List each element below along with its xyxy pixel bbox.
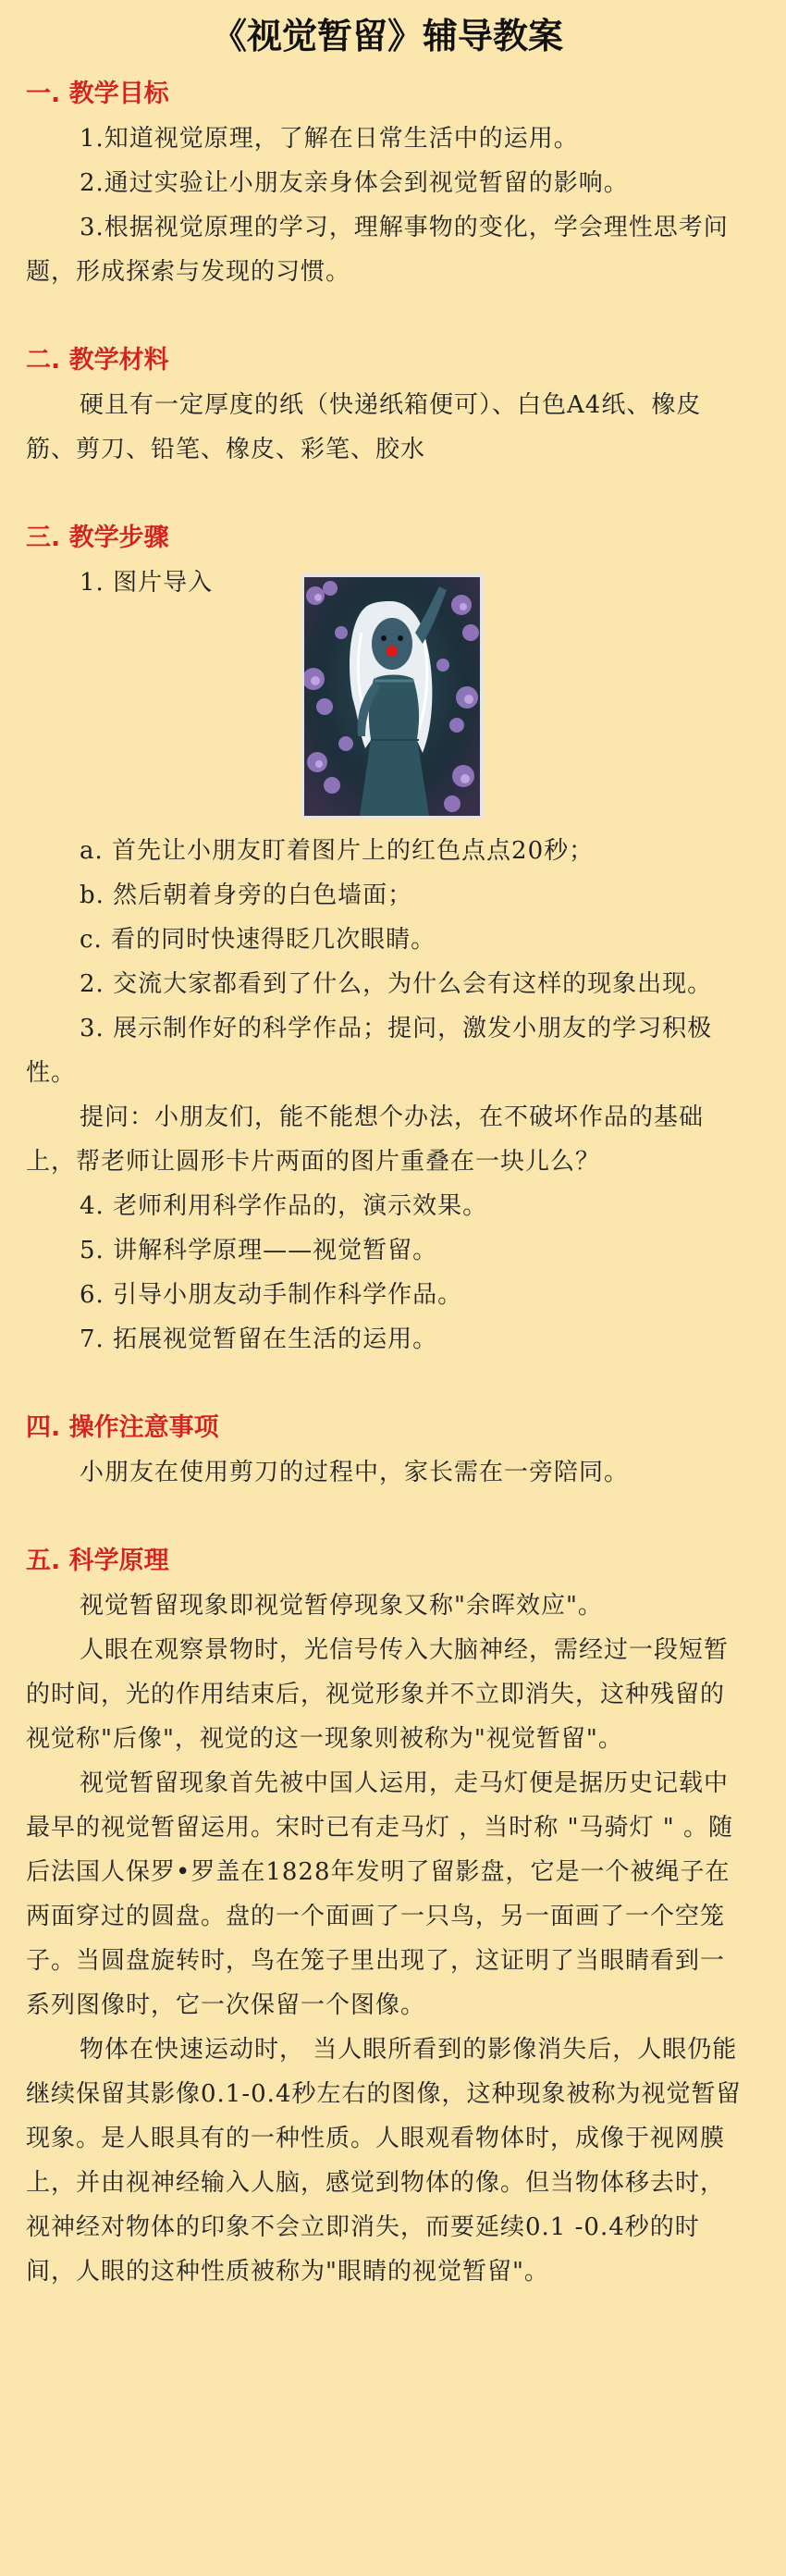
section-heading-materials: 二. 教学材料: [26, 346, 169, 375]
step-2: 2. 交流大家都看到了什么，为什么会有这样的现象出现。: [80, 970, 713, 998]
step1-row: [26, 561, 749, 829]
principle-para-1: 视觉暂留现象即视觉暂停现象又称"余晖效应"。: [80, 1592, 603, 1620]
materials-text: 硬且有一定厚度的纸（快递纸箱便可）、白色A4纸、橡皮筋、剪刀、铅笔、橡皮、彩笔、胶水: [26, 391, 702, 463]
step-6: 6. 引导小朋友动手制作科学作品。: [80, 1281, 463, 1309]
principle-para-2: 人眼在观察景物时，光信号传入大脑神经，需经过一段短暂的时间，光的作用结束后，视觉形象并不立即消失，这种残留的视觉称"后像"，视觉的这一现象则被称为"视觉暂留"。: [26, 1636, 730, 1753]
step-3: 3. 展示制作好的科学作品；提问，激发小朋友的学习积极性。: [26, 1015, 713, 1087]
section-heading-principle: 五. 科学原理: [26, 1547, 169, 1575]
sub-step-b: b. 然后朝着身旁的白色墙面；: [80, 881, 413, 909]
goal-item-2: 2.通过实验让小朋友亲身体会到视觉暂留的影响。: [80, 169, 629, 197]
step-1-label: 1. 图片导入: [80, 569, 214, 597]
afterimage-photo: [301, 573, 484, 820]
page-title: 《视觉暂留》辅导教案: [211, 16, 563, 56]
principle-para-4: 物体在快速运动时， 当人眼所看到的影像消失后，人眼仍能继续保留其影像0.1-0.4秒左右的图像，这种现象被称为视觉暂留现象。是人眼具有的一种性质。人眼观看物体时，成像于视网膜上，并由视神经输入人脑，感觉到物体的像。但当物体移去时，视神经对物体的印象不会立即消失，而要延续0.1 -0.4秒的时间，人眼的这种性质被称为"眼睛的视觉暂留"。: [26, 2036, 742, 2286]
goal-item-1: 1.知道视觉原理，了解在日常生活中的运用。: [80, 125, 579, 153]
sub-step-a: a. 首先让小朋友盯着图片上的红色点点20秒；: [80, 837, 595, 865]
goal-item-3: 3.根据视觉原理的学习，理解事物的变化，学会理性思考问题，形成探索与发现的习惯。: [26, 214, 729, 286]
step-question: 提问：小朋友们，能不能想个办法，在不破坏作品的基础上，帮老师让圆形卡片两面的图片重叠在一块儿么？: [26, 1103, 705, 1176]
step-5: 5. 讲解科学原理——视觉暂留。: [80, 1237, 438, 1264]
step-7: 7. 拓展视觉暂留在生活的运用。: [80, 1325, 438, 1353]
section-heading-goals: 一. 教学目标: [26, 80, 169, 108]
step-4: 4. 老师利用科学作品的，演示效果。: [80, 1192, 488, 1220]
sub-step-c: c. 看的同时快速得眨几次眼睛。: [80, 926, 436, 954]
section-heading-notes: 四. 操作注意事项: [26, 1413, 219, 1442]
principle-para-3: 视觉暂留现象首先被中国人运用，走马灯便是据历史记载中最早的视觉暂留运用。宋时已有走马灯 ，当时称 "马骑灯 " 。随后法国人保罗•罗盖在1828年发明了留影盘，它是一个被绳子在两面穿过的圆盘。盘的一个面画了一只鸟，另一面画了一个空笼子。当圆盘旋转时，鸟在笼子里出现了，这证明了当眼睛看到一系列图像时，它一次保留一个图像。: [26, 1769, 733, 2019]
notes-text: 小朋友在使用剪刀的过程中，家长需在一旁陪同。: [80, 1459, 630, 1486]
section-heading-steps: 三. 教学步骤: [26, 524, 169, 552]
negative-portrait-image: [304, 577, 480, 816]
